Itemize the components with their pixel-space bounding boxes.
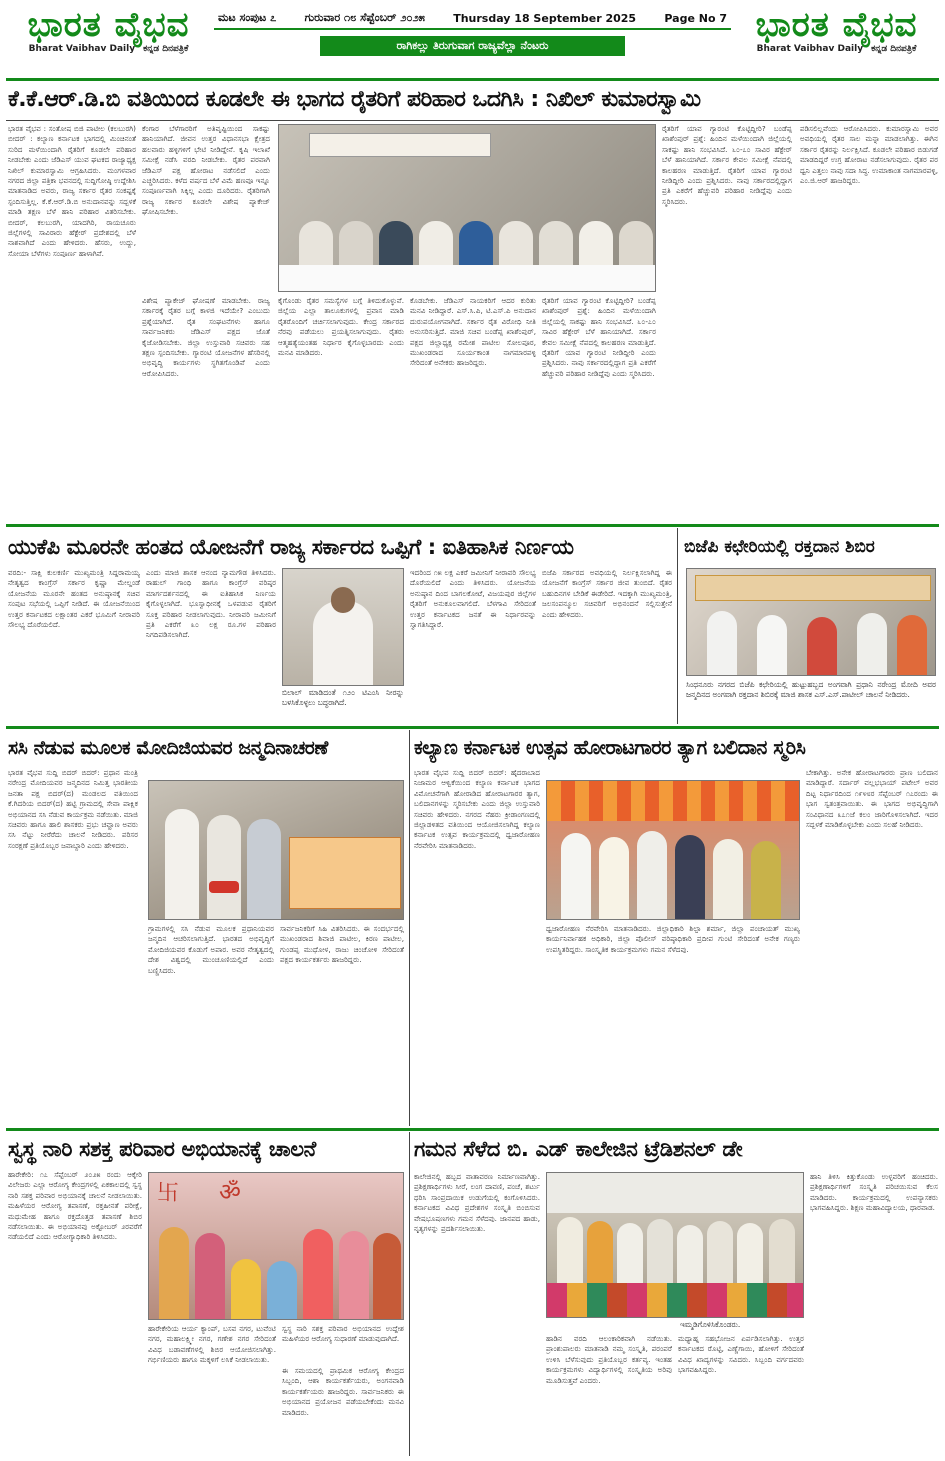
article-7-column: ಹಾಡಿನ ವರದಿ ಆಲಂಕಾರಿಕವಾಗಿ ನಡೆಯಿತು. ಪ್ರಾಂಶುಪಾಲರು ಮಾತನಾಡಿ ನಮ್ಮ ಸಂಸ್ಕೃತಿ, ಪರಂಪರೆ ಉಳಿಸಿ ಬೆಳೆಸುವುದು ಪ್ರತಿಯೊಬ್ಬರ ಕರ್ತವ್ಯ. ಇಂತಹ ಕಾರ್ಯಕ್ರಮಗಳು ವಿದ್ಯಾರ್ಥಿಗಳಲ್ಲಿ ಸಂಸ್ಕೃತಿಯ ಅರಿವು ಮೂಡಿಸುತ್ತವೆ ಎಂದರು. [546, 1334, 672, 1385]
article-6-headline: ಸ್ವಸ್ಥ ನಾರಿ ಸಶಕ್ತ ಪರಿವಾರ ಅಭಿಯಾನಕ್ಕೆ ಚಾಲನೆ [8, 1137, 316, 1161]
article-1-column: ಭಾರತ ವೈಭವ : ಸಂತೋಷ ಬಿಜಿ ಪಾಟೀಲ (ಕಲಬುರಗಿ) ಬೀದರ್ : ಕಲ್ಯಾಣ ಕರ್ನಾಟಕ ಭಾಗದಲ್ಲಿ ಮಿಂಚಿನಂತೆ ಸುರಿದ ಮಳೆಯಿಂದಾಗಿ ರೈತರಿಗೆ ಕೂಡಲೇ ಪರಿಹಾರ ನೀಡಬೇಕು ಎಂದು ಜೆಡಿಎಸ್ ಯುವ ಘಟಕದ ರಾಜ್ಯಾಧ್ಯಕ್ಷ ನಿಖಿಲ್ ಕುಮಾರಸ್ವಾಮಿ ಆಗ್ರಹಿಸಿದರು. ಮಂಗಳವಾರ ನಗರದ ಜಿಲ್ಲಾ ಪತ್ರಿಕಾ ಭವನದಲ್ಲಿ ಸುದ್ದಿಗೋಷ್ಠಿ ಉದ್ದೇಶಿಸಿ ಮಾತನಾಡಿದ ಅವರು, ರಾಜ್ಯ ಸರ್ಕಾರ ರೈತರ ಸಂಕಷ್ಟಕ್ಕೆ ಸ್ಪಂದಿಸುತ್ತಿಲ್ಲ. ಕೆ.ಕೆ.ಆರ್.ಡಿ.ಬಿ ಅನುದಾನವನ್ನು ಸದ್ಬಳಕೆ ಮಾಡಿ ತಕ್ಷಣ ಬೆಳೆ ಹಾನಿ ಪರಿಹಾರ ವಿತರಿಸಬೇಕು. ಬೀದರ್, ಕಲಬುರಗಿ, ಯಾದಗಿರಿ, ರಾಯಚೂರು ಜಿಲ್ಲೆಗಳಲ್ಲಿ ಸಾವಿರಾರು ಹೆಕ್ಟೇರ್ ಪ್ರದೇಶದಲ್ಲಿ ಬೆಳೆ ನಾಶವಾಗಿದೆ ಎಂದು ಹೇಳಿದರು. ಹೆಸರು, ಉದ್ದು, ಸೋಯಾ ಬೆಳೆಗಳು ಸಂಪೂರ್ಣ ಹಾಳಾಗಿವೆ. [8, 124, 136, 258]
article-2-column: ವರದಿ:- ಸಾಕ್ಷಿ ಕುಲಕರ್ಣಿ ಮುಖ್ಯಮಂತ್ರಿ ಸಿದ್ದರಾಮಯ್ಯ ನೇತೃತ್ವದ ಕಾಂಗ್ರೆಸ್ ಸರ್ಕಾರ ಕೃಷ್ಣಾ ಮೇಲ್ದಂಡೆ ಯೋಜನೆಯ ಮೂರನೇ ಹಂತದ ಅನುಷ್ಠಾನಕ್ಕೆ ಸಚಿವ ಸಂಪುಟ ಸಭೆಯಲ್ಲಿ ಒಪ್ಪಿಗೆ ನೀಡಿದೆ. ಈ ಯೋಜನೆಯಿಂದ ಉತ್ತರ ಕರ್ನಾಟಕದ ಲಕ್ಷಾಂತರ ಎಕರೆ ಭೂಮಿಗೆ ನೀರಾವರಿ ಸೌಲಭ್ಯ ದೊರೆಯಲಿದೆ. [8, 568, 140, 630]
date-kn: ಗುರುವಾರ ೧೮ ಸೆಪ್ಟೆಂಬರ್ ೨೦೨೫ [304, 11, 425, 24]
article-2-column: ಎಂದು ಮಾಜಿ ಶಾಸಕ ಆನಂದ ನ್ಯಾಮಗೌಡ ತಿಳಿಸಿದರು. ರಾಹುಲ್ ಗಾಂಧಿ ಹಾಗೂ ಕಾಂಗ್ರೆಸ್ ವರಿಷ್ಠರ ಮಾರ್ಗದರ್ಶನದಲ್ಲಿ ಈ ಐತಿಹಾಸಿಕ ನಿರ್ಣಯ ಕೈಗೊಳ್ಳಲಾಗಿದೆ. ಭೂಸ್ವಾಧೀನಕ್ಕೆ ಒಳಪಡುವ ರೈತರಿಗೆ ಸೂಕ್ತ ಪರಿಹಾರ ನೀಡಲಾಗುವುದು. ನೀರಾವರಿ ಜಮೀನಿಗೆ ಪ್ರತಿ ಎಕರೆಗೆ ೩೦ ಲಕ್ಷ ರೂ.ಗಳ ಪರಿಹಾರ ನಿಗದಿಪಡಿಸಲಾಗಿದೆ. [146, 568, 276, 640]
article-7-caption: ಇಮ್ಮಡಿಗೊಳಿಸಿಕೊಂಡರು. [680, 1320, 741, 1329]
article-3-headline: ಬಿಜೆಪಿ ಕಛೇರಿಯಲ್ಲಿ ರಕ್ತದಾನ ಶಿಬಿರ [684, 537, 875, 557]
section-rule [6, 1128, 939, 1131]
date-en: Thursday 18 September 2025 [453, 11, 637, 25]
article-4-column: ಸಾರ್ವಜನಿಕರಿಗೆ ಸಿಹಿ ವಿತರಿಸಿದರು. ಈ ಸಂದರ್ಭದಲ್ಲಿ ಮುಖಂಡರಾದ ಶಿವಾಜಿ ಪಾಟೀಲ, ಕಿರಣ ಪಾಟೀಲ, ಗುಂಡಪ್ಪ ಮುಧೋಳ, ರಾಜು ಚಿಂಚೋಳಿ ಸೇರಿದಂತೆ ಪಕ್ಷದ ಕಾರ್ಯಕರ್ತರು ಹಾಜರಿದ್ದರು. [280, 924, 404, 965]
logo-text: ಭಾರತ ವೈಭವ [27, 5, 190, 45]
logo-text: ಭಾರತ ವೈಭವ [755, 5, 918, 45]
logo-sub-en: Bharat Vaibhav Daily [28, 44, 136, 54]
divider [409, 1132, 410, 1456]
article-7-column: ಮಧ್ಯಾಹ್ನ ಸಹಭೋಜನ ಏರ್ಪಡಿಸಲಾಗಿತ್ತು. ಉತ್ತರ ಕರ್ನಾಟಕದ ರೊಟ್ಟಿ, ಎಣ್ಣೆಗಾಯಿ, ಹೋಳಿಗೆ ಸೇರಿದಂತೆ ವಿವಿಧ ಖಾದ್ಯಗಳನ್ನು ಸವಿದರು. ಸಿಬ್ಬಂದಿ ವರ್ಗದವರು ಭಾಗವಹಿಸಿದ್ದರು. [678, 1334, 804, 1375]
article-5-column: ಬೇಕಾಗಿತ್ತು. ಅನೇಕ ಹೋರಾಟಗಾರರು ಪ್ರಾಣ ಬಲಿದಾನ ಮಾಡಿದ್ದಾರೆ. ಸರ್ದಾರ್ ವಲ್ಲಭಭಾಯ್ ಪಟೇಲ್ ಅವರ ದಿಟ್ಟ ನಿರ್ಧಾರದಿಂದ ೧೯೪೮ರ ಸೆಪ್ಟೆಂಬರ್ ೧೭ರಂದು ಈ ಭಾಗ ಸ್ವತಂತ್ರವಾಯಿತು. ಈ ಭಾಗದ ಅಭಿವೃದ್ಧಿಗಾಗಿ ಸಂವಿಧಾನದ ೩೭೧ಜೆ ಕಲಂ ಜಾರಿಗೊಳಿಸಲಾಗಿದೆ. ಇದರ ಸದ್ಬಳಕೆ ಮಾಡಿಕೊಳ್ಳಬೇಕು ಎಂದು ಸಲಹೆ ನೀಡಿದರು. [806, 768, 938, 830]
section-rule [6, 726, 939, 729]
divider [677, 528, 678, 724]
article-1-column: ರೈತರಿಗೆ ಯಾವ ಗ್ಯಾರಂಟಿ ಕೊಟ್ಟಿದ್ದೀರಿ? ಬಂಡೆಪ್ಪ ಖಾಶೆಂಪುರ್ ಪ್ರಶ್ನೆ: ಹಿಂದಿನ ಮಳೆಯಿಂದಾಗಿ ಜಿಲ್ಲೆಯಲ್ಲಿ ಸಾಕಷ್ಟು ಹಾನಿ ಸಂಭವಿಸಿದೆ. ೬೦-೭೦ ಸಾವಿರ ಹೆಕ್ಟೇರ್ ಬೆಳೆ ಹಾನಿಯಾಗಿದೆ. ಸರ್ಕಾರ ಕೇವಲ ಸಮೀಕ್ಷೆ ನೆಪದಲ್ಲಿ ಕಾಲಹರಣ ಮಾಡುತ್ತಿದೆ. ರೈತರಿಗೆ ಯಾವ ಗ್ಯಾರಂಟಿ ನೀಡಿದ್ದೀರಿ ಎಂದು ಪ್ರಶ್ನಿಸಿದರು. ನಾವು ಸರ್ಕಾರದಲ್ಲಿದ್ದಾಗ ಪ್ರತಿ ಎಕರೆಗೆ ಹೆಚ್ಚುವರಿ ಪರಿಹಾರ ನೀಡಿದ್ದೆವು ಎಂದು ಸ್ಮರಿಸಿದರು. [542, 296, 656, 378]
article-6-column: ಹಾರೇಕೇರಿಯ ಆರ್ಯ ಕ್ಯಾಂಪ್, ಬಸವ ನಗರ, ಟುವೆಂಟಿ ನಗರ, ಮಹಾಲಕ್ಷ್ಮೀ ನಗರ, ಗಣೇಶ ನಗರ ಸೇರಿದಂತೆ ವಿವಿಧ ಬಡಾವಣೆಗಳಲ್ಲಿ ಶಿಬಿರ ಆಯೋಜಿಸಲಾಗಿತ್ತು. ಗರ್ಭಿಣಿಯರು ಹಾಗೂ ಮಕ್ಕಳಿಗೆ ಲಸಿಕೆ ನೀಡಲಾಯಿತು. [148, 1324, 276, 1365]
article-5-column: ಭಾರತ ವೈಭವ ಸುದ್ದಿ ಬಿದರ್ ಬಿದರ್: ಹೈದರಾಬಾದ ನಿಜಾಮರ ಆಳ್ವಿಕೆಯಿಂದ ಕಲ್ಯಾಣ ಕರ್ನಾಟಕ ಭಾಗದ ವಿಮೋಚನೆಗಾಗಿ ಹೋರಾಡಿದ ಹೋರಾಟಗಾರರ ತ್ಯಾಗ, ಬಲಿದಾನಗಳನ್ನು ಸ್ಮರಿಸಬೇಕು ಎಂದು ಜಿಲ್ಲಾ ಉಸ್ತುವಾರಿ ಸಚಿವರು ಹೇಳಿದರು. ನಗರದ ನೆಹರು ಕ್ರೀಡಾಂಗಣದಲ್ಲಿ ಜಿಲ್ಲಾಡಳಿತದ ವತಿಯಿಂದ ಆಯೋಜಿಸಲಾಗಿದ್ದ ಕಲ್ಯಾಣ ಕರ್ನಾಟಕ ಉತ್ಸವ ಕಾರ್ಯಕ್ರಮದಲ್ಲಿ ಧ್ವಜಾರೋಹಣ ನೆರವೇರಿಸಿ ಮಾತನಾಡಿದರು. [414, 768, 540, 850]
article-1-column: ಪಡಿಸಲಿಲ್ಲವೆಂದು ಆರೋಪಿಸಿದರು. ಕುಮಾರಸ್ವಾಮಿ ಅವರ ಅವಧಿಯಲ್ಲಿ ರೈತರ ಸಾಲ ಮನ್ನಾ ಮಾಡಲಾಗಿತ್ತು. ಈಗಿನ ಸರ್ಕಾರ ರೈತರನ್ನು ನಿರ್ಲಕ್ಷಿಸಿದೆ. ಕೂಡಲೇ ಪರಿಹಾರ ಬಿಡುಗಡೆ ಮಾಡದಿದ್ದರೆ ಉಗ್ರ ಹೋರಾಟ ನಡೆಸಲಾಗುವುದು. ರೈತರ ಪರ ಧ್ವನಿ ಎತ್ತಲು ನಾವು ಸದಾ ಸಿದ್ಧ. ಉಮಾಕಾಂತ ನಾಗಮಾರಪಳ್ಳಿ, ಎಂ.ಜಿ.ಆರ್ ಹಾಜರಿದ್ದರು. [800, 124, 938, 186]
section-rule [6, 524, 939, 527]
logo-sub-kn: ಕನ್ನಡ ದಿನಪತ್ರಿಕೆ [871, 44, 917, 54]
article-1-headline: ಕೆ.ಕೆ.ಆರ್.ಡಿ.ಬಿ ವತಿಯಿಂದ ಕೂಡಲೇ ಈ ಭಾಗದ ರೈತರಿಗೆ ಪರಿಹಾರ ಒದಗಿಸಿ : ನಿಖಿಲ್ ಕುಮಾರಸ್ವಾಮಿ [8, 87, 701, 112]
article-2-column: ಇದರಿಂದ ೧೫ ಲಕ್ಷ ಎಕರೆ ಜಮೀನಿಗೆ ನೀರಾವರಿ ಸೌಲಭ್ಯ ದೊರೆಯಲಿದೆ ಎಂದು ತಿಳಿಸಿದರು. ಯೋಜನೆಯ ಅನುಷ್ಠಾನ ದಿಂದ ಬಾಗಲಕೋಟೆ, ವಿಜಯಪುರ ಜಿಲ್ಲೆಗಳ ರೈತರಿಗೆ ಅನುಕೂಲವಾಗಲಿದೆ. ಬೆಳಗಾವಿ ಸೇರಿದಂತೆ ಉತ್ತರ ಕರ್ನಾಟಕದ ಜನತೆ ಈ ನಿರ್ಧಾರವನ್ನು ಸ್ವಾಗತಿಸಿದ್ದಾರೆ. [410, 568, 536, 630]
masthead-logo-left [6, 6, 211, 64]
article-1-column: ಕೈಗೊಂಡು ರೈತರ ಸಮಸ್ಯೆಗಳ ಬಗ್ಗೆ ತಿಳಿದುಕೊಳ್ಳುವೆ. ಜಿಲ್ಲೆಯ ಎಲ್ಲಾ ತಾಲೂಕುಗಳಲ್ಲಿ ಪ್ರವಾಸ ಮಾಡಿ ರೈತರೊಂದಿಗೆ ಚರ್ಚಿಸಲಾಗುವುದು. ಕೇಂದ್ರ ಸರ್ಕಾರದ ನೆರವು ಪಡೆಯಲು ಪ್ರಯತ್ನಿಸಲಾಗುವುದು. ರೈತರು ಆತ್ಮಹತ್ಯೆಯಂತಹ ನಿರ್ಧಾರ ಕೈಗೊಳ್ಳಬಾರದು ಎಂದು ಮನವಿ ಮಾಡಿದರು. [278, 296, 404, 358]
issue-info-bar [214, 8, 731, 30]
article-4-column: ಗ್ರಾಮಗಳಲ್ಲಿ ಸಸಿ ನೆಡುವ ಮೂಲಕ ಪ್ರಧಾನಿಯವರ ಜನ್ಮದಿನ ಆಚರಿಸಲಾಗುತ್ತಿದೆ. ಭಾರತದ ಅಭಿವೃದ್ಧಿಗೆ ಮೋದಿಜಿಯವರ ಕೊಡುಗೆ ಅಪಾರ. ಅವರ ನೇತೃತ್ವದಲ್ಲಿ ದೇಶ ವಿಶ್ವದಲ್ಲಿ ಮುಂಚೂಣಿಯಲ್ಲಿದೆ ಎಂದು ಬಣ್ಣಿಸಿದರು. [148, 924, 274, 975]
traditional-day-photo [546, 1172, 804, 1318]
press-conference-photo [278, 124, 656, 292]
article-4-headline: ಸಸಿ ನೆಡುವ ಮೂಲಕ ಮೋದಿಜಿಯವರ ಜನ್ಮದಿನಾಚರಣೆ [8, 737, 328, 759]
masthead-tagline: ರಾಗಿಕಲ್ಲು ತಿರುಗುವಾಗ ರಾಜ್ಯವೆಲ್ಲಾ ನೆಂಟರು [320, 36, 625, 56]
article-7-headline: ಗಮನ ಸೆಳೆದ ಬಿ. ಎಡ್ ಕಾಲೇಜಿನ ಟ್ರೆಡಿಶನಲ್ ಡೇ [414, 1137, 743, 1161]
article-4-column: ಭಾರತ ವೈಭವ ಸುದ್ದಿ ಬಿದರ್ ಬಿದರ್: ಪ್ರಧಾನ ಮಂತ್ರಿ ನರೇಂದ್ರ ಮೋದಿಯವರ ಜನ್ಮದಿನದ ನಿಮಿತ್ತ ಭಾರತೀಯ ಜನತಾ ಪಕ್ಷ ಬಿದರ್(ದ) ಮಂಡಲದ ವತಿಯಿಂದ ಕೆ.ಗಿದರಿಯ ಬಿದರ್(ದ) ಹಟ್ಟಿ ಗ್ರಾಮದಲ್ಲಿ ಸೇವಾ ಪಾಕ್ಷಿಕ ಅಭಿಯಾನದ ಸಸಿ ನೆಡುವ ಕಾರ್ಯಕ್ರಮ ನಡೆಯಿತು. ಮಾಜಿ ಸಚಿವರು ಹಾಗೂ ಹಾಲಿ ಶಾಸಕರು ಪ್ರಭು ಚವ್ಹಾಣ ಅವರು ಸಸಿ ನೆಟ್ಟು ನೀರೆರೆದು ಚಾಲನೆ ನೀಡಿದರು. ಪರಿಸರ ಸಂರಕ್ಷಣೆ ಪ್ರತಿಯೊಬ್ಬರ ಜವಾಬ್ದಾರಿ ಎಂದು ಹೇಳಿದರು. [8, 768, 138, 850]
article-1-column: ಕೊಡಬೇಕು. ಜೆಡಿಎಸ್ ನಾಯಕರಿಗೆ ಆದರ ಕುರಿತು ಮನವಿ ನೀಡಿದ್ದಾರೆ. ಎಸ್.ಸಿ.ಪಿ, ಟಿ.ಎಸ್.ಪಿ ಅನುದಾನ ದುರುಪಯೋಗವಾಗಿದೆ. ಸರ್ಕಾರ ರೈತ ವಿರೋಧಿ ನೀತಿ ಅನುಸರಿಸುತ್ತಿದೆ. ಮಾಜಿ ಸಚಿವ ಬಂಡೆಪ್ಪ ಖಾಶೆಂಪುರ್, ಪಕ್ಷದ ಜಿಲ್ಲಾಧ್ಯಕ್ಷ ರಮೇಶ ಪಾಟೀಲ ಸೋಲಪೂರ, ಮುಖಂಡರಾದ ಸೂರ್ಯಕಾಂತ ನಾಗಮಾರಪಳ್ಳಿ ಸೇರಿದಂತೆ ಅನೇಕರು ಹಾಜರಿದ್ದರು. [410, 296, 536, 368]
blood-donation-photo [686, 568, 936, 676]
article-6-column: ಸ್ವಸ್ಥ ನಾರಿ ಸಶಕ್ತ ಪರಿವಾರ ಅಭಿಯಾನದ ಉದ್ದೇಶ ಮಹಿಳೆಯರ ಆರೋಗ್ಯ ಸುಧಾರಣೆ ಮಾಡುವುದಾಗಿದೆ. [282, 1324, 404, 1344]
article-5-column: ಧ್ವಜಾರೋಹಣ ನೆರವೇರಿಸಿ ಮಾತನಾಡಿದರು. ಜಿಲ್ಲಾಧಿಕಾರಿ ಶಿಲ್ಪಾ ಶರ್ಮಾ, ಜಿಲ್ಲಾ ಪಂಚಾಯತ್ ಮುಖ್ಯ ಕಾರ್ಯನಿರ್ವಾಹಕ ಅಧಿಕಾರಿ, ಜಿಲ್ಲಾ ಪೊಲೀಸ್ ವರಿಷ್ಠಾಧಿಕಾರಿ ಪ್ರದೀಪ ಗುಂಟಿ ಸೇರಿದಂತೆ ಅನೇಕ ಗಣ್ಯರು ಉಪಸ್ಥಿತರಿದ್ದರು. ಸಾಂಸ್ಕೃತಿಕ ಕಾರ್ಯಕ್ರಮಗಳು ಗಮನ ಸೆಳೆದವು. [546, 924, 800, 954]
logo-sub-en: Bharat Vaibhav Daily [756, 44, 864, 54]
article-7-column: ಹಾನಿ ತಿಳಿಸಿ ಕಿತ್ತುಕೊಂಡು ಉಳ್ಳವರಿಗೆ ಹಂಚಿದರು. ಪ್ರಶಿಕ್ಷಣಾರ್ಥಿಗಳಿಗೆ ಸಂಸ್ಕೃತಿ ಪರಿಚಯಿಸುವ ಕೆಲಸ ಮಾಡಿದರು. ಕಾರ್ಯಕ್ರಮದಲ್ಲಿ ಉಪನ್ಯಾಸಕರು ಭಾಗವಹಿಸಿದ್ದರು. ಶಿಕ್ಷಣ ಮಹಾವಿದ್ಯಾಲಯ, ಧಾರವಾಡ. [810, 1172, 938, 1213]
health-camp-photo: 卐 ॐ [148, 1172, 404, 1320]
article-3-caption: ಸಿಂಧನೂರು ನಗರದ ಬಿಜೆಪಿ ಕಛೇರಿಯಲ್ಲಿ ಹುಟ್ಟುಹಬ್ಬದ ಅಂಗವಾಗಿ ಪ್ರಧಾನಿ ನರೇಂದ್ರ ಮೋದಿ ಅವರ ಜನ್ಮದಿನದ ಅಂಗವಾಗಿ ರಕ್ತದಾನ ಶಿಬಿರಕ್ಕೆ ಮಾಜಿ ಶಾಸಕ ಎಸ್.ಎಸ್.ಪಾಟೀಲ್ ಚಾಲನೆ ನೀಡಿದರು. [686, 680, 936, 699]
article-7-column: ಕಾಲೇಜಿನಲ್ಲಿ ಹಬ್ಬದ ವಾತಾವರಣ ನಿರ್ಮಾಣವಾಗಿತ್ತು. ಪ್ರಶಿಕ್ಷಣಾರ್ಥಿಗಳು ಸೀರೆ, ಲಂಗ ದಾವಣಿ, ಪಂಚೆ, ಶರ್ಟು ಧರಿಸಿ ಸಾಂಪ್ರದಾಯಿಕ ಉಡುಗೆಯಲ್ಲಿ ಕಂಗೊಳಿಸಿದರು. ಕರ್ನಾಟಕದ ವಿವಿಧ ಪ್ರದೇಶಗಳ ಸಂಸ್ಕೃತಿ ಬಿಂಬಿಸುವ ವೇಷಭೂಷಣಗಳು ಗಮನ ಸೆಳೆದವು. ಜಾನಪದ ಹಾಡು, ನೃತ್ಯಗಳನ್ನು ಪ್ರದರ್ಶಿಸಲಾಯಿತು. [414, 1172, 540, 1234]
volume: ಮಟ ಸಂಪುಟ ೭ [218, 11, 277, 24]
article-1-column: ಕೆಂಗಾರ ಬೆಳೆಗಾರರಿಗೆ ಅತಿವೃಷ್ಟಿಯಿಂದ ಸಾಕಷ್ಟು ಹಾನಿಯಾಗಿದೆ. ಜೀವನ ಉತ್ತರ ವಿಧಾನಸಭಾ ಕ್ಷೇತ್ರದ ಹಲವಾರು ಹಳ್ಳಿಗಳಿಗೆ ಭೇಟಿ ನೀಡಿದ್ದೇನೆ. ಕೃಷಿ ಇಲಾಖೆ ಸಮೀಕ್ಷೆ ನಡೆಸಿ ವರದಿ ನೀಡಬೇಕು. ರೈತರ ಪರವಾಗಿ ಜೆಡಿಎಸ್ ಪಕ್ಷ ಹೋರಾಟ ನಡೆಸಲಿದೆ ಎಂದು ಎಚ್ಚರಿಸಿದರು. ಕಳೆದ ವರ್ಷದ ಬೆಳೆ ವಿಮೆ ಹಣವೂ ಇನ್ನೂ ಸಂಪೂರ್ಣವಾಗಿ ಸಿಕ್ಕಿಲ್ಲ ಎಂದು ದೂರಿದರು. ರೈತರಿಗಾಗಿ ರಾಜ್ಯ ಸರ್ಕಾರ ಕೂಡಲೇ ವಿಶೇಷ ಪ್ಯಾಕೇಜ್ ಘೋಷಿಸಬೇಕು. [142, 124, 270, 217]
masthead-rule [6, 78, 939, 81]
article-2-column: ಬಿಜೆಪಿ ಸರ್ಕಾರದ ಅವಧಿಯಲ್ಲಿ ನಿರ್ಲಕ್ಷಿಸಲಾಗಿದ್ದ ಈ ಯೋಜನೆಗೆ ಕಾಂಗ್ರೆಸ್ ಸರ್ಕಾರ ಜೀವ ತುಂಬಿದೆ. ರೈತರ ಬಹುದಿನಗಳ ಬೇಡಿಕೆ ಈಡೇರಿದೆ. ಇದಕ್ಕಾಗಿ ಮುಖ್ಯಮಂತ್ರಿ, ಜಲಸಂಪನ್ಮೂಲ ಸಚಿವರಿಗೆ ಅಭಿನಂದನೆ ಸಲ್ಲಿಸುತ್ತೇನೆ ಎಂದು ಹೇಳಿದರು. [542, 568, 672, 619]
page-number: Page No 7 [664, 11, 727, 25]
politician-photo [282, 568, 404, 686]
article-2-caption: ಬಿಲಾಲ್ ಮಾಡಿದಂತೆ ೧೨೦ ಟಿಎಂಸಿ ನೀರನ್ನು ಬಳಸಿಕೊಳ್ಳಲು ಬದ್ಧರಾಗಿದೆ. [282, 688, 404, 707]
article-6-column: ಹಾರೇಕೇರಿ: ೧೭ ಸೆಪ್ಟೆಂಬರ್ ೨೦೨೫ ರಂದು ಆಕ್ಕೇರಿ ವಿಲೇಜರು ಎಲ್ಲಾ ಆರೋಗ್ಯ ಕೇಂದ್ರಗಳಲ್ಲಿ ಏಕಕಾಲದಲ್ಲಿ ಸ್ವಸ್ಥ ನಾರಿ ಸಶಕ್ತ ಪರಿವಾರ ಅಭಿಯಾನಕ್ಕೆ ಚಾಲನೆ ನೀಡಲಾಯಿತು. ಮಹಿಳೆಯರ ಆರೋಗ್ಯ ತಪಾಸಣೆ, ರಕ್ತಹೀನತೆ ಪರೀಕ್ಷೆ, ಮಧುಮೇಹ ಹಾಗೂ ರಕ್ತದೊತ್ತಡ ತಪಾಸಣೆ ಶಿಬಿರ ನಡೆಸಲಾಯಿತು. ಈ ಅಭಿಯಾನವು ಅಕ್ಟೋಬರ್ ೨ರವರೆಗೆ ನಡೆಯಲಿದೆ ಎಂದು ಆರೋಗ್ಯಾಧಿಕಾರಿ ತಿಳಿಸಿದರು. [8, 1170, 142, 1242]
article-2-headline: ಯುಕೆಪಿ ಮೂರನೇ ಹಂತದ ಯೋಜನೆಗೆ ರಾಜ್ಯ ಸರ್ಕಾರದ ಒಪ್ಪಿಗೆ : ಐತಿಹಾಸಿಕ ನಿರ್ಣಯ [8, 535, 574, 559]
article-1-column: ವಿಶೇಷ ಪ್ಯಾಕೇಜ್ ಘೋಷಣೆ ಮಾಡಬೇಕು. ರಾಜ್ಯ ಸರ್ಕಾರಕ್ಕೆ ರೈತರ ಬಗ್ಗೆ ಕಾಳಜಿ ಇದೆಯೇ? ಎಂಬುದು ಪ್ರಶ್ನೆಯಾಗಿದೆ. ರೈತ ಸಂಘಟನೆಗಳು ಹಾಗೂ ಸಾರ್ವಜನಿಕರು ಜೆಡಿಎಸ್ ಪಕ್ಷದ ಜೊತೆ ಕೈಜೋಡಿಸಬೇಕು. ಜಿಲ್ಲಾ ಉಸ್ತುವಾರಿ ಸಚಿವರು ಸಹ ತಕ್ಷಣ ಸ್ಪಂದಿಸಬೇಕು. ಗ್ಯಾರಂಟಿ ಯೋಜನೆಗಳ ಹೆಸರಿನಲ್ಲಿ ಅಭಿವೃದ್ಧಿ ಕಾರ್ಯಗಳು ಸ್ಥಗಿತಗೊಂಡಿವೆ ಎಂದು ಆರೋಪಿಸಿದರು. [142, 296, 270, 378]
article-1-column: ರೈತರಿಗೆ ಯಾವ ಗ್ಯಾರಂಟಿ ಕೊಟ್ಟಿದ್ದೀರಿ? ಬಂಡೆಪ್ಪ ಖಾಶೆಂಪುರ್ ಪ್ರಶ್ನೆ: ಹಿಂದಿನ ಮಳೆಯಿಂದಾಗಿ ಜಿಲ್ಲೆಯಲ್ಲಿ ಸಾಕಷ್ಟು ಹಾನಿ ಸಂಭವಿಸಿದೆ. ೬೦-೭೦ ಸಾವಿರ ಹೆಕ್ಟೇರ್ ಬೆಳೆ ಹಾನಿಯಾಗಿದೆ. ಸರ್ಕಾರ ಕೇವಲ ಸಮೀಕ್ಷೆ ನೆಪದಲ್ಲಿ ಕಾಲಹರಣ ಮಾಡುತ್ತಿದೆ. ರೈತರಿಗೆ ಯಾವ ಗ್ಯಾರಂಟಿ ನೀಡಿದ್ದೀರಿ ಎಂದು ಪ್ರಶ್ನಿಸಿದರು. ನಾವು ಸರ್ಕಾರದಲ್ಲಿದ್ದಾಗ ಪ್ರತಿ ಎಕರೆಗೆ ಹೆಚ್ಚುವರಿ ಪರಿಹಾರ ನೀಡಿದ್ದೆವು ಎಂದು ಸ್ಮರಿಸಿದರು. [662, 124, 792, 206]
masthead-logo-right [734, 6, 939, 64]
article-5-headline: ಕಲ್ಯಾಣ ಕರ್ನಾಟಕ ಉತ್ಸವ ಹೋರಾಟಗಾರರ ತ್ಯಾಗ ಬಲಿದಾನ ಸ್ಮರಿಸಿ [414, 736, 806, 759]
divider [6, 120, 939, 121]
logo-sub-kn: ಕನ್ನಡ ದಿನಪತ್ರಿಕೆ [143, 44, 189, 54]
utsav-event-photo [546, 780, 800, 920]
tree-planting-photo [148, 780, 404, 920]
divider [409, 730, 410, 1126]
article-6-column: ಈ ಸಮಯದಲ್ಲಿ ಪ್ರಾಥಮಿಕ ಆರೋಗ್ಯ ಕೇಂದ್ರದ ಸಿಬ್ಬಂದಿ, ಆಶಾ ಕಾರ್ಯಕರ್ತೆಯರು, ಅಂಗನವಾಡಿ ಕಾರ್ಯಕರ್ತೆಯರು ಹಾಜರಿದ್ದರು. ಸಾರ್ವಜನಿಕರು ಈ ಅಭಿಯಾನದ ಪ್ರಯೋಜನ ಪಡೆಯಬೇಕೆಂದು ಮನವಿ ಮಾಡಿದರು. [282, 1366, 404, 1417]
